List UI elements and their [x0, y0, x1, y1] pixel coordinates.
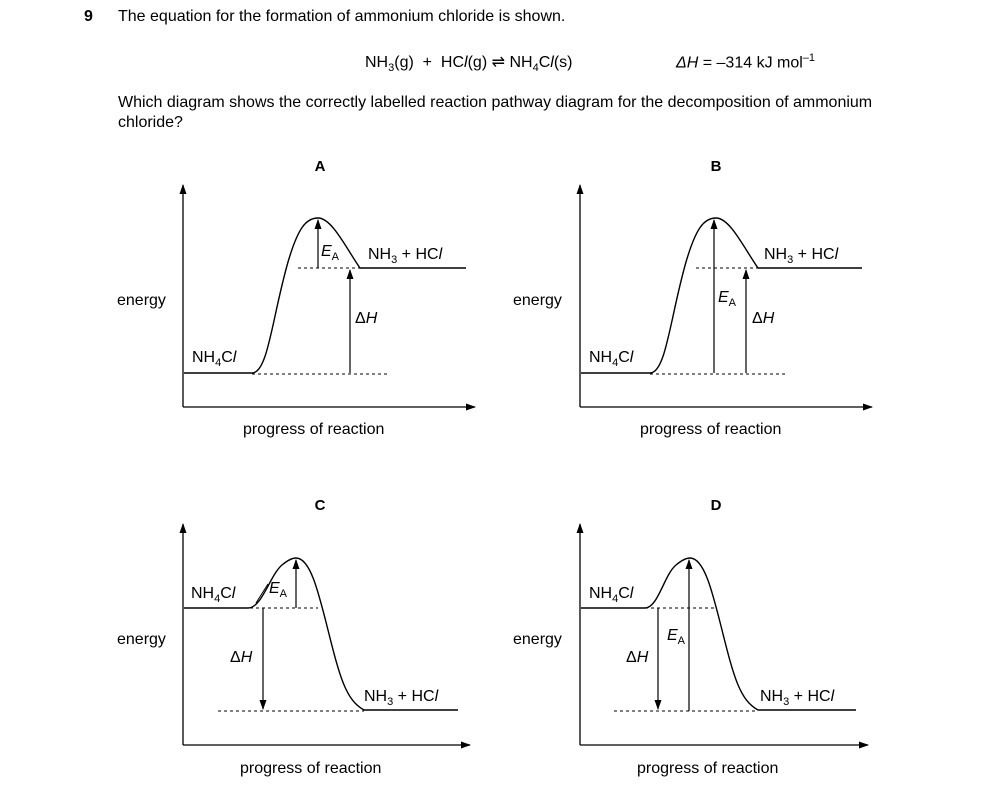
- option-a-label: A: [314, 158, 326, 175]
- question-number: 9: [84, 8, 93, 25]
- option-b[interactable]: [513, 158, 872, 438]
- reactant-label: $NH_4Cl$: [191, 585, 236, 605]
- reactant-label: $NH_4Cl$: [192, 349, 237, 369]
- ea-label: $E_A$: [269, 580, 288, 600]
- ea-label: $E_A$: [321, 243, 340, 263]
- x-axis-label: progress of reaction: [637, 760, 779, 777]
- dh-label: ΔH: [752, 310, 775, 327]
- reactant-label: $NH_4Cl$: [589, 349, 634, 369]
- question-stem: The equation for the formation of ammonium chloride is shown.: [118, 8, 566, 25]
- reactant-label: $NH_4Cl$: [589, 585, 634, 605]
- y-axis-label: energy: [513, 292, 562, 309]
- option-b-label: B: [710, 158, 722, 175]
- products-label: $NH_3$ + HCl: [764, 246, 839, 266]
- option-a[interactable]: [117, 158, 475, 438]
- products-label: $NH_3$ + HCl: [368, 246, 443, 266]
- products-label: $NH_3$ + HCl: [364, 688, 439, 708]
- option-d-label: D: [710, 497, 722, 514]
- dh-label: ΔH: [230, 649, 253, 666]
- x-axis-label: progress of reaction: [240, 760, 382, 777]
- y-axis-label: energy: [513, 631, 562, 648]
- option-c[interactable]: [117, 497, 470, 777]
- ea-label: $E_A$: [667, 627, 686, 647]
- y-axis-label: energy: [117, 631, 166, 648]
- x-axis-label: progress of reaction: [243, 421, 385, 438]
- option-d[interactable]: [513, 497, 868, 777]
- x-axis-label: progress of reaction: [640, 421, 782, 438]
- dh-label: ΔH: [355, 310, 378, 327]
- dh-label: ΔH: [626, 649, 649, 666]
- products-label: $NH_3$ + HCl: [760, 688, 835, 708]
- reactant-pointer: [256, 584, 268, 603]
- enthalpy-change: ΔH = –314 kJ mol$^{-1}$: [676, 52, 816, 72]
- y-axis-label: energy: [117, 292, 166, 309]
- question-prompt: Which diagram shows the correctly labelled reaction pathway diagram for the decomposition of ammonium chloride?: [118, 94, 873, 131]
- reaction-equation: $NH_3(g) + HCl(g)$ ⇌ $NH_4Cl(s)$: [365, 54, 573, 75]
- option-c-label: C: [314, 497, 326, 514]
- ea-label: $E_A$: [718, 289, 737, 309]
